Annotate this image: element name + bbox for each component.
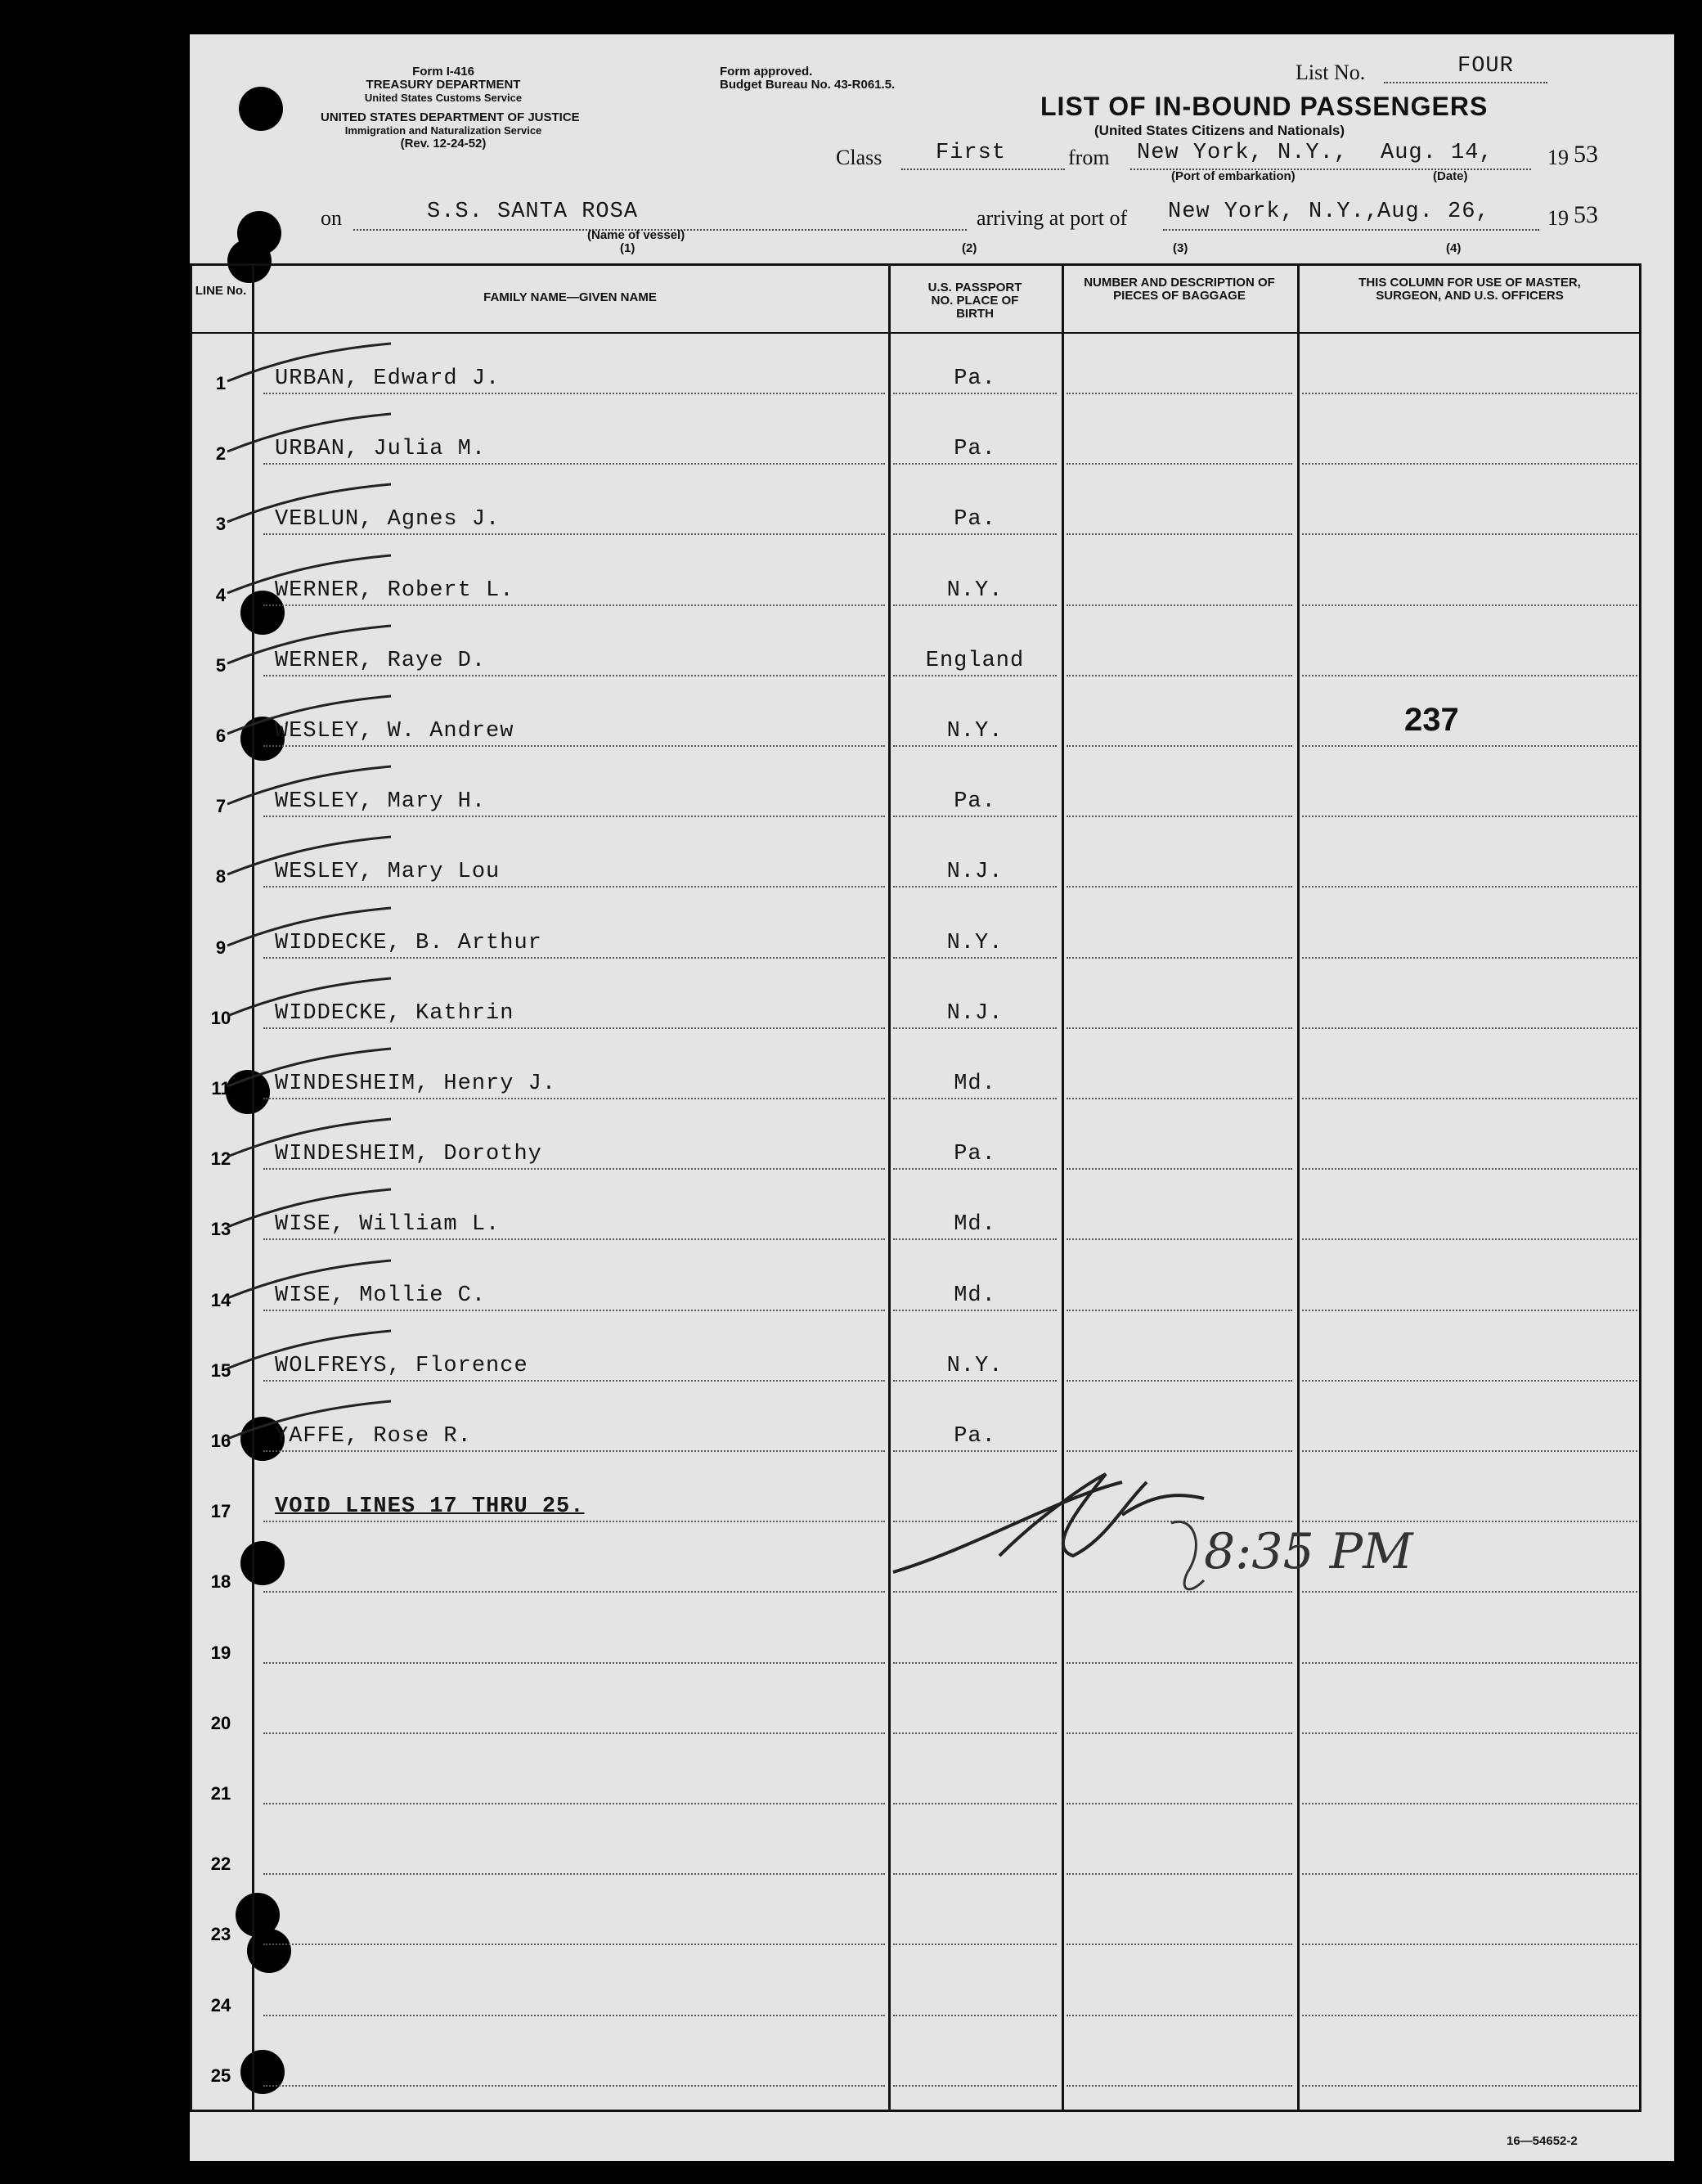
department-justice: UNITED STATES DEPARTMENT OF JUSTICE	[321, 110, 580, 124]
from-label: from	[1068, 146, 1110, 169]
caption-4: (4)	[1446, 241, 1462, 255]
caption-2: (2)	[962, 241, 977, 255]
passenger-name: WISE, Mollie C.	[275, 1283, 487, 1308]
place-of-birth: N.Y.	[946, 1353, 1004, 1378]
check-mark-icon	[219, 622, 399, 672]
row-number: 10	[210, 1007, 231, 1028]
place-of-birth: England	[925, 648, 1025, 673]
table-row	[190, 544, 1641, 614]
row-number: 19	[210, 1642, 231, 1663]
table-row	[190, 402, 1641, 473]
class-value: First	[936, 141, 1007, 165]
footer-code: 16—54652-2	[1507, 2134, 1578, 2148]
row-number: 13	[210, 1219, 231, 1240]
manifest-page	[190, 34, 1674, 2161]
passenger-name: YAFFE, Rose R.	[275, 1424, 472, 1449]
passenger-name: URBAN, Julia M.	[275, 437, 487, 462]
row-number: 1	[215, 373, 227, 393]
revision-date: (Rev. 12-24-52)	[400, 137, 487, 151]
row-number: 11	[211, 1078, 231, 1099]
row-number: 24	[210, 1994, 231, 2015]
check-mark-icon	[219, 340, 399, 389]
place-of-birth: Md.	[954, 1283, 996, 1308]
check-mark-icon	[219, 1045, 399, 1094]
passenger-name: WIDDECKE, Kathrin	[275, 1000, 514, 1026]
row-number: 7	[215, 796, 227, 817]
port-of-embarkation: New York, N.Y.,	[1137, 141, 1349, 165]
check-mark-icon	[219, 552, 399, 601]
row-number: 17	[210, 1501, 231, 1522]
vessel-caption: (Name of vessel)	[587, 228, 685, 242]
check-mark-icon	[219, 763, 399, 812]
table-row	[190, 1108, 1641, 1178]
place-of-birth: N.Y.	[946, 930, 1004, 955]
row-number: 18	[210, 1571, 231, 1593]
table-row	[190, 332, 1641, 402]
table-row	[190, 897, 1641, 967]
check-mark-icon	[219, 1116, 399, 1165]
port-caption: (Port of embarkation)	[1171, 169, 1296, 183]
passenger-name: WERNER, Robert L.	[275, 577, 514, 603]
passenger-name: WINDESHEIM, Henry J.	[275, 1072, 557, 1096]
arrival-port: New York, N.Y.,	[1168, 200, 1380, 224]
document-title: LIST OF IN-BOUND PASSENGERS	[1040, 92, 1489, 121]
table-row	[190, 1037, 1641, 1108]
table-row	[190, 1742, 1641, 1813]
check-mark-icon	[219, 905, 399, 954]
year-arrival: 53	[1574, 201, 1598, 228]
row-number: 12	[210, 1148, 231, 1170]
arrival-date: Aug. 26,	[1377, 200, 1490, 224]
vessel-name: S.S. SANTA ROSA	[427, 200, 639, 224]
header-officers: THIS COLUMN FOR USE OF MASTER, SURGEON, AND U.S. OFFICERS	[1358, 276, 1581, 303]
check-mark-icon	[219, 1257, 399, 1306]
officer-number: 237	[1404, 702, 1459, 738]
check-mark-icon	[219, 693, 399, 742]
row-number: 25	[210, 2065, 231, 2086]
passenger-name: WOLFREYS, Florence	[275, 1353, 528, 1378]
place-of-birth: Pa.	[954, 1142, 996, 1167]
place-of-birth: N.Y.	[946, 577, 1004, 603]
row-number: 8	[215, 866, 227, 888]
table-row	[190, 1319, 1641, 1390]
table-row	[190, 1883, 1641, 1953]
row-number: 2	[215, 443, 227, 465]
place-of-birth: N.J.	[946, 860, 1004, 885]
passenger-name: WISE, William L.	[275, 1212, 501, 1238]
check-mark-icon	[219, 1186, 399, 1235]
check-mark-icon	[219, 975, 399, 1024]
header-passport: U.S. PASSPORT NO. PLACE OF BIRTH	[927, 281, 1022, 321]
row-number: 23	[210, 1924, 231, 1945]
passenger-name: VEBLUN, Agnes J.	[275, 507, 501, 533]
table-row	[190, 1954, 1641, 2024]
place-of-birth: Pa.	[954, 789, 996, 815]
punch-hole	[239, 87, 283, 131]
check-mark-icon	[219, 1398, 399, 1447]
form-approved: Form approved.	[720, 65, 813, 79]
table-row	[190, 1813, 1641, 1883]
table-row	[190, 2024, 1641, 2095]
year-from: 53	[1574, 141, 1598, 168]
place-of-birth: N.Y.	[946, 719, 1004, 744]
list-no-value: FOUR	[1457, 54, 1514, 79]
table-row	[190, 825, 1641, 896]
handwritten-time: 8:35 PM	[1204, 1523, 1413, 1580]
department-treasury: TREASURY DEPARTMENT	[366, 78, 521, 92]
header-name: FAMILY NAME—GIVEN NAME	[483, 290, 657, 304]
document-subtitle: (United States Citizens and Nationals)	[1094, 123, 1345, 138]
passenger-name: URBAN, Edward J.	[275, 366, 501, 391]
table-row	[190, 1178, 1641, 1248]
caption-1: (1)	[620, 241, 635, 255]
passenger-name: WESLEY, W. Andrew	[275, 719, 514, 744]
check-mark-icon	[219, 834, 399, 883]
passenger-name: WIDDECKE, B. Arthur	[275, 930, 542, 955]
passenger-name: WINDESHEIM, Dorothy	[275, 1142, 542, 1167]
row-number: 21	[210, 1783, 231, 1804]
row-number: 3	[215, 514, 227, 535]
on-label: on	[321, 206, 342, 230]
form-number: Form I-416	[412, 65, 474, 79]
place-of-birth: Pa.	[954, 366, 996, 391]
row-number: 4	[215, 584, 227, 605]
header-baggage: NUMBER AND DESCRIPTION OF PIECES OF BAGGAGE	[1084, 276, 1275, 303]
check-mark-icon	[219, 1328, 399, 1377]
place-of-birth: N.J.	[946, 1000, 1004, 1026]
place-of-birth: Md.	[954, 1212, 996, 1238]
passenger-name: WERNER, Raye D.	[275, 648, 487, 673]
year-prefix: 19	[1547, 146, 1569, 169]
passenger-name: WESLEY, Mary H.	[275, 789, 487, 815]
year-prefix-2: 19	[1547, 206, 1569, 230]
row-number: 15	[210, 1359, 231, 1381]
row-number: 14	[210, 1289, 231, 1310]
void-notice: VOID LINES 17 THRU 25.	[275, 1494, 585, 1520]
date-caption: (Date)	[1433, 169, 1468, 183]
table-row	[190, 755, 1641, 825]
table-row	[190, 967, 1641, 1037]
budget-bureau: Budget Bureau No. 43-R061.5.	[720, 78, 896, 92]
row-number: 9	[215, 937, 227, 958]
place-of-birth: Pa.	[954, 1424, 996, 1449]
immigration-service: Immigration and Naturalization Service	[344, 124, 542, 137]
list-no-label: List No.	[1296, 61, 1366, 84]
table-row	[190, 473, 1641, 543]
class-label: Class	[836, 146, 882, 169]
caption-3: (3)	[1173, 241, 1188, 255]
check-mark-icon	[219, 481, 399, 530]
place-of-birth: Pa.	[954, 507, 996, 533]
row-number: 6	[215, 726, 227, 746]
arriving-label: arriving at port of	[977, 206, 1128, 230]
customs-service: United States Customs Service	[364, 92, 523, 104]
header-line-no: LINE No.	[195, 284, 247, 298]
table-row	[190, 1249, 1641, 1319]
place-of-birth: Pa.	[954, 437, 996, 462]
row-number: 20	[210, 1712, 231, 1733]
table-row	[190, 1672, 1641, 1742]
place-of-birth: Md.	[954, 1072, 996, 1096]
check-mark-icon	[219, 411, 399, 460]
row-number: 16	[210, 1431, 231, 1451]
row-number: 22	[210, 1854, 231, 1875]
embarkation-date: Aug. 14,	[1381, 141, 1493, 165]
passenger-name: WESLEY, Mary Lou	[275, 860, 501, 885]
row-number: 5	[215, 654, 227, 676]
table-row	[190, 614, 1641, 685]
